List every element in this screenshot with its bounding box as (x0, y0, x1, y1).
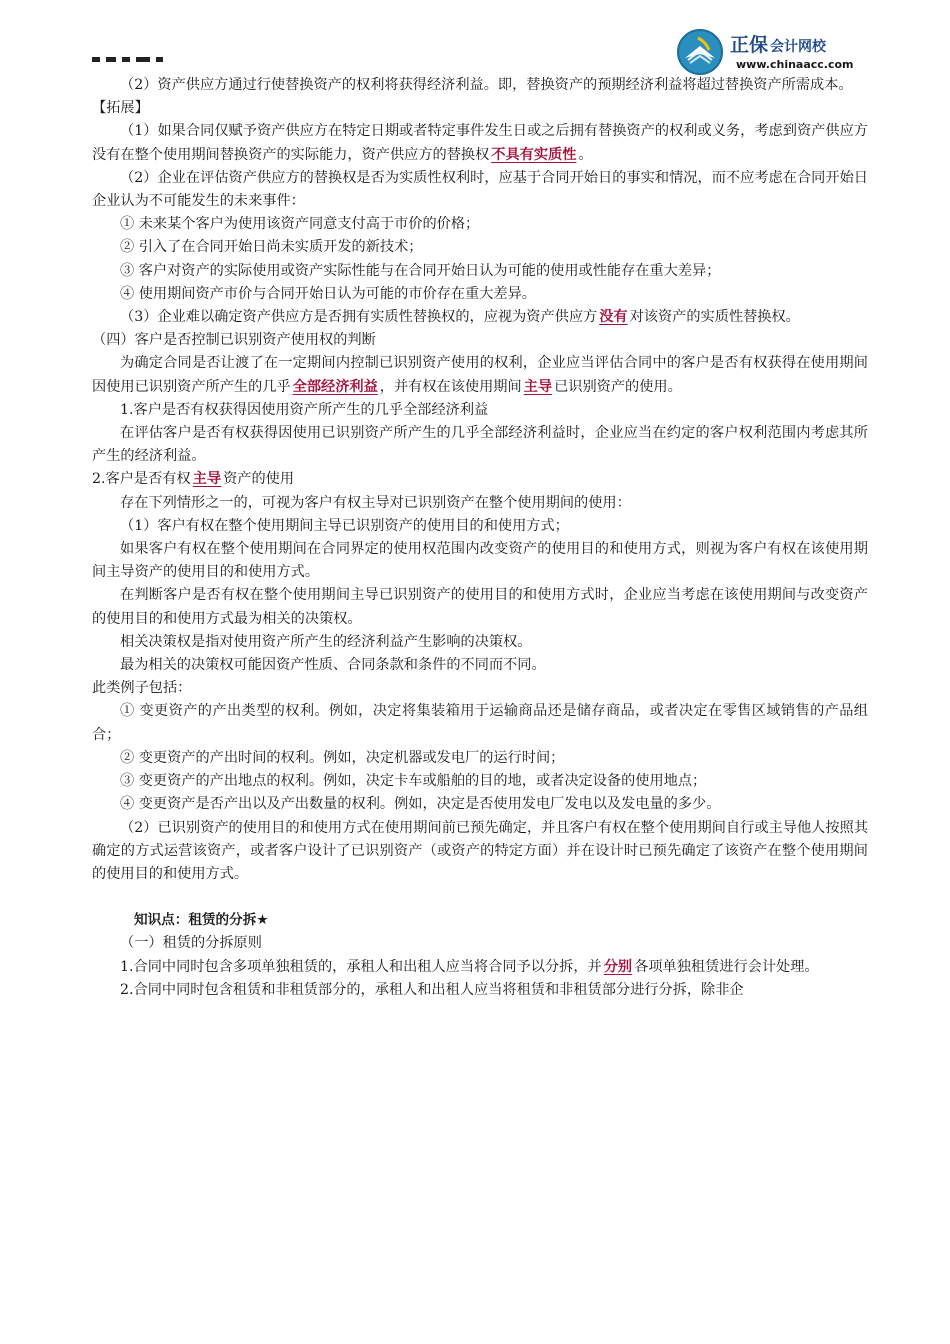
paragraph-text: 在判断客户是否有权在整个使用期间主导已识别资产的使用目的和使用方式时，企业应当考虑在该使用期间与改变资产的使用目的和使用方式最为相关的决策权。 (92, 587, 868, 627)
highlight-keyword: 分别 (603, 958, 633, 975)
paragraph-text: 2.客户是否有权 (92, 471, 191, 488)
paragraph-text: 。 (578, 146, 593, 163)
paragraph-text: 2.合同中同时包含租赁和非租赁部分的，承租人和出租人应当将租赁和非租赁部分进行分拆，除非企 (120, 981, 744, 998)
book-globe-icon (676, 28, 724, 76)
paragraph-text: 为确定合同是否让渡了在一定期间内控制已识别资产使用的权利，企业应当评估合同中的客户是否有权获得在使用期间因使用已识别资产所产生的几乎 (92, 355, 868, 395)
section-heading (92, 909, 868, 932)
paragraph-text: 各项单独租赁进行会计处理。 (634, 958, 819, 975)
truncated-previous-line (92, 57, 212, 65)
paragraph-text: ① 未来某个客户为使用该资产同意支付高于市价的价格； (120, 216, 480, 233)
paragraph-text: （四）客户是否控制已识别资产使用权的判断 (92, 332, 376, 349)
highlight-keyword: 主导 (192, 471, 222, 488)
paragraph (92, 329, 868, 352)
paragraph-text: ③ 变更资产的产出地点的权利。例如，决定卡车或船舶的目的地，或者决定设备的使用地点； (120, 773, 707, 790)
paragraph-text: （2）资产供应方通过行使替换资产的权利将获得经济利益。即，替换资产的预期经济利益将超过替换资产所需成本。 (120, 77, 853, 93)
paragraph (92, 747, 868, 770)
paragraph (92, 422, 868, 468)
paragraph-text: 1.合同中同时包含多项单独租赁的，承租人和出租人应当将合同予以分拆，并 (120, 958, 602, 975)
paragraph (92, 538, 868, 584)
highlight-keyword: 主导 (523, 378, 553, 395)
paragraph (92, 120, 868, 166)
highlight-keyword: 全部经济利益 (292, 378, 378, 395)
paragraph (92, 97, 868, 120)
paragraph-text: ，并有权在该使用期间 (379, 378, 522, 395)
paragraph (92, 677, 868, 700)
paragraph-text: 已识别资产的使用。 (554, 378, 682, 395)
paragraph (92, 283, 868, 306)
paragraph-text: （3）企业难以确定资产供应方是否拥有实质性替换权的，应视为资产供应方 (120, 309, 598, 326)
paragraph-text: 1.客户是否有权获得因使用资产所产生的几乎全部经济利益 (120, 401, 489, 418)
paragraph (92, 793, 868, 816)
paragraph (92, 584, 868, 630)
paragraph (92, 515, 868, 538)
paragraph (92, 352, 868, 398)
paragraph-text: ④ 使用期间资产市价与合同开始日认为可能的市价存在重大差异。 (120, 285, 536, 302)
paragraph (92, 956, 868, 979)
paragraph-text: ② 变更资产的产出时间的权利。例如，决定机器或发电厂的运行时间； (120, 749, 565, 766)
paragraph (92, 468, 868, 491)
document-body (92, 74, 868, 1002)
paragraph-text: 对该资产的实质性替换权。 (629, 309, 800, 326)
paragraph (92, 631, 868, 654)
paragraph-text: ③ 客户对资产的实际使用或资产实际性能与在合同开始日认为可能的使用或性能存在重大差异； (120, 262, 721, 279)
paragraph-text: （一）租赁的分拆原则 (120, 935, 262, 952)
paragraph (92, 700, 868, 746)
paragraph-text: （1）客户有权在整个使用期间主导已识别资产的使用目的和使用方式； (120, 517, 569, 534)
paragraph (92, 260, 868, 283)
paragraph-text: 相关决策权是指对使用资产所产生的经济利益产生影响的决策权。 (120, 633, 532, 650)
paragraph (92, 654, 868, 677)
logo-url: www.chinaacc.com (736, 58, 854, 71)
paragraph-text: ① 变更资产的产出类型的权利。例如，决定将集装箱用于运输商品还是储存商品，或者决定在零售区域销售的产品组合； (92, 703, 868, 743)
paragraph-text: 存在下列情形之一的，可视为客户有权主导对已识别资产在整个使用期间的使用： (120, 494, 631, 511)
paragraph (92, 399, 868, 422)
paragraph-text: 【拓展】 (92, 100, 149, 117)
highlight-keyword: 不具有实质性 (491, 146, 577, 163)
paragraph-text: 如果客户有权在整个使用期间在合同界定的使用权范围内改变资产的使用目的和使用方式，则视为客户有权在该使用期间主导资产的使用目的和使用方式。 (92, 541, 868, 581)
paragraph (92, 306, 868, 329)
paragraph (92, 979, 868, 1002)
paragraph-spacer (92, 886, 868, 909)
paragraph (92, 236, 868, 259)
paragraph-text: 最为相关的决策权可能因资产性质、合同条款和条件的不同而不同。 (120, 657, 546, 674)
paragraph-text: （1）如果合同仅赋予资产供应方在特定日期或者特定事件发生日或之后拥有替换资产的权利或义务，考虑到资产供应方没有在整个使用期间替换资产的实际能力，资产供应方的替换权 (92, 123, 868, 163)
paragraph-text: （2）已识别资产的使用目的和使用方式在使用期间前已预先确定，并且客户有权在整个使用期间自行或主导他人按照其确定的方式运营该资产，或者客户设计了已识别资产（或资产的特定方面）并在设计时已预先确定了该资产在整个使用期间的使用目的和使用方式。 (92, 819, 868, 882)
paragraph (92, 770, 868, 793)
paragraph (92, 492, 868, 515)
paragraph-text: 在评估客户是否有权获得因使用已识别资产所产生的几乎全部经济利益时，企业应当在约定的客户权利范围内考虑其所产生的经济利益。 (92, 425, 868, 465)
paragraph-text: ② 引入了在合同开始日尚未实质开发的新技术； (120, 239, 423, 256)
brand-logo (676, 22, 876, 80)
paragraph-text: ④ 变更资产是否产出以及产出数量的权利。例如，决定是否使用发电厂发电以及发电量的多少。 (120, 796, 721, 813)
paragraph-text: 此类例子包括： (92, 680, 192, 697)
paragraph (92, 817, 868, 887)
paragraph-text: （2）企业在评估资产供应方的替换权是否为实质性权利时，应基于合同开始日的事实和情况，而不应考虑在合同开始日企业认为不可能发生的未来事件： (92, 169, 868, 210)
paragraph-text: 资产的使用 (223, 471, 295, 488)
paragraph (92, 167, 868, 213)
paragraph (92, 932, 868, 955)
paragraph-text: 知识点：租赁的分拆★ (134, 912, 269, 929)
logo-title: 正保 会计网校 (730, 34, 827, 56)
paragraph (92, 74, 868, 97)
paragraph (92, 213, 868, 236)
highlight-keyword: 没有 (599, 309, 628, 326)
